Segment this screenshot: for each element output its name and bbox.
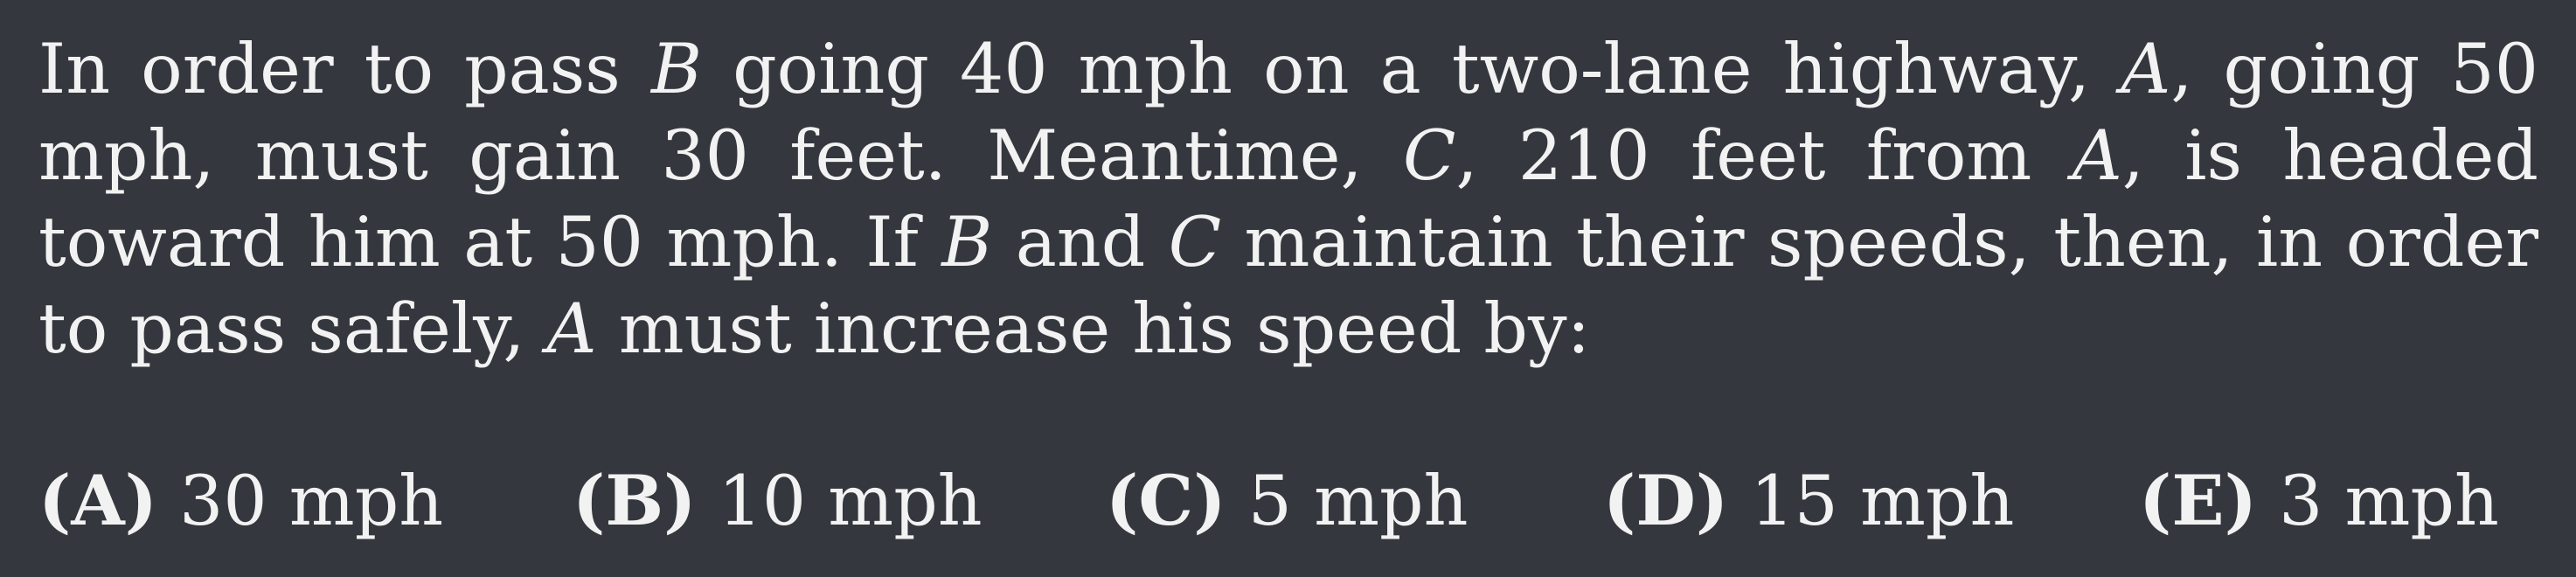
- choice-letter: (A): [38, 460, 158, 541]
- question-text-segment: , is headed toward him at 50 mph. If: [38, 115, 2538, 282]
- choice-text: 10 mph: [696, 461, 982, 541]
- variable-b: B: [941, 202, 993, 282]
- variable-c: C: [1402, 115, 1456, 196]
- question-text-segment: In order to pass: [38, 29, 651, 109]
- choice-letter: (E): [2139, 460, 2257, 541]
- variable-b: B: [650, 29, 703, 109]
- choice-letter: (C): [1106, 460, 1226, 541]
- variable-a: A: [546, 288, 597, 369]
- choice-d[interactable]: [1603, 453, 2014, 549]
- choice-e[interactable]: [2139, 453, 2499, 549]
- question-text: [38, 26, 2538, 372]
- choice-b[interactable]: [573, 453, 982, 549]
- variable-c: C: [1168, 202, 1222, 282]
- answer-choices: [0, 453, 2576, 549]
- question-text-segment: and: [992, 202, 1169, 282]
- variable-a: A: [2121, 29, 2171, 109]
- question-text-segment: must increase his speed by:: [596, 288, 1591, 369]
- variable-a: A: [2072, 115, 2122, 196]
- question-text-segment: maintain their speeds, then, in order to pass safely,: [38, 202, 2538, 369]
- question-text-segment: , 210 feet from: [1455, 115, 2073, 196]
- choice-a[interactable]: [38, 453, 443, 549]
- choice-text: 15 mph: [1728, 461, 2015, 541]
- choice-text: 3 mph: [2256, 461, 2499, 541]
- choice-text: 5 mph: [1226, 461, 1469, 541]
- choice-text: 30 mph: [157, 461, 444, 541]
- question-text-segment: going 40 mph on a two-lane highway,: [702, 29, 2121, 109]
- choice-letter: (D): [1603, 460, 1729, 541]
- question-text-segment: , going 50 mph, must gain 30 feet. Meantime,: [38, 29, 2538, 196]
- choice-c[interactable]: [1106, 453, 1469, 549]
- choice-letter: (B): [573, 460, 697, 541]
